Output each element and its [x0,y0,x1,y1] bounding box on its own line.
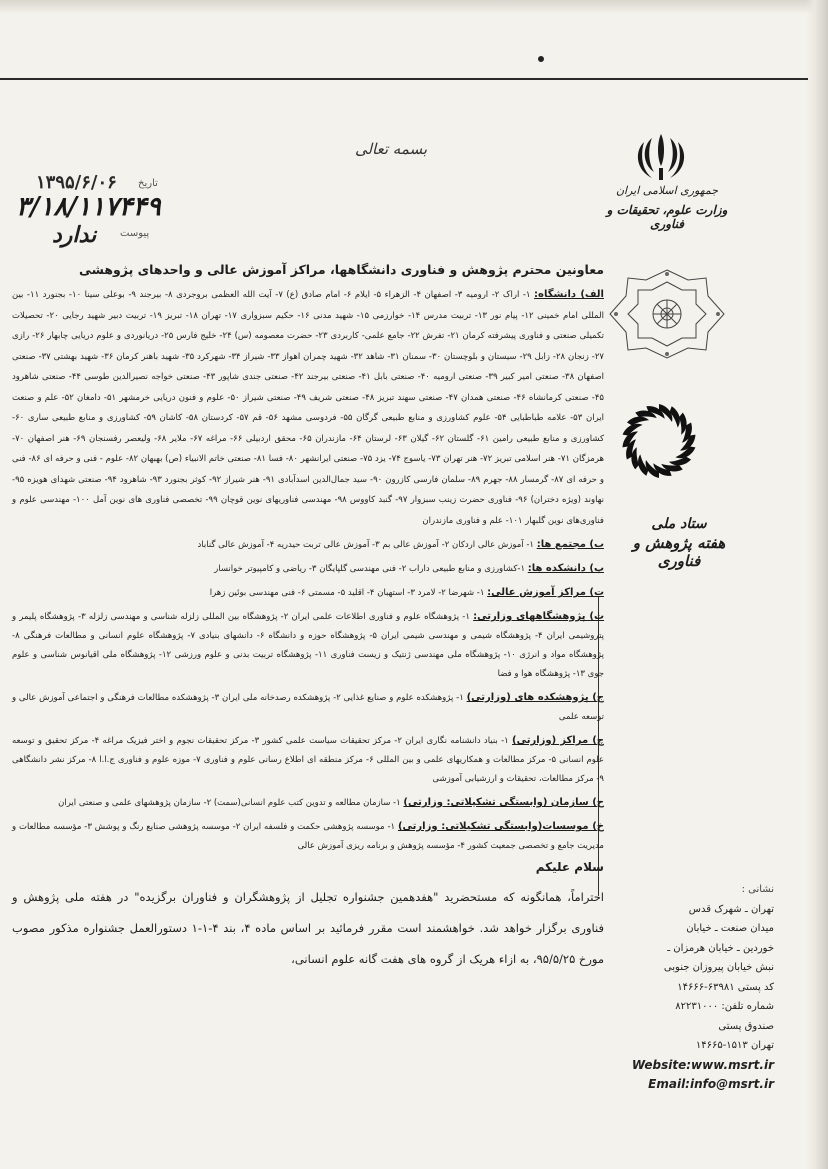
address-line: خوردین ـ خیابان هرمزان ـ [667,942,774,954]
group-label: خ) موسسات(وابستگی تشکیلاتی: وزارتی) [397,821,604,832]
scan-right-shadow [806,0,828,1169]
address-line: نبش خیابان پیروزان جنوبی [663,962,774,973]
email-link[interactable]: Email:info@msrt.ir [648,1077,774,1091]
group-organizations [12,793,604,813]
research-week-swirl-logo-icon [618,400,700,482]
letter-number-value: ۳/۱۸/۱۱۷۴۴۹ [16,192,161,222]
attachment-label: پیوست [120,228,150,239]
website-link[interactable]: Website:www.msrt.ir [631,1057,774,1072]
date-value: ۱۳۹۵/۶/۰۶ [36,172,117,193]
group-label: الف) دانشگاه: [534,289,604,300]
address-header: نشانی : [741,884,774,895]
group-research-institutes [12,607,604,684]
po-box-label: صندوق پستی [718,1020,774,1032]
date-number-block [16,166,196,256]
group-text: ۱- پژوهشگاه علوم و فناوری اطلاعات علمی ایران ۲- پژوهشگاه بین المللی زلزله شناسی و مهندسی زلزله ۳- پژوهشگاه پلیمر و پتروشیمی ایران ۴- پژوهشگاه شیمی و مهندسی شیمی ایران ۵- پژوهشگاه حوزه و دانشگاه ۶- دانشهای بنیادی ۷- پژوهشگاه علوم انسانی و مطالعات فرهنگی ۸- پژوهشگاه مواد و انرژی ۱۰- پژوهشگاه ملی مهندسی ژنتیک و زیست فناوری ۱۱- پژوهشگاه تربیت بدنی و علوم ورزشی ۱۲- پژوهشگاه ملی اقیانوس شناسی و علوم جوی ۱۳- پژوهشگاه هوا و فضا [12,612,604,679]
group-label: ب) مجتمع ها: [536,539,604,550]
group-label: ت) مراکز آموزش عالی: [487,587,604,598]
letterhead-top-rule [0,78,808,80]
address-line: میدان صنعت ـ خیابان [686,923,774,934]
group-institutions [12,817,604,856]
group-text: ۱- بنیاد دانشنامه نگاری ایران ۲- مرکز تحقیقات سیاست علمی کشور ۳- مرکز تحقیقات نجوم و اختر فیزیک مراغه ۴- مرکز تحقیق و توسعه علوم انسانی ۵- مرکز مطالعات و همکاریهای علمی و بین المللی ۶- مرکز منطقه ای اطلاع رسانی علوم و فناوری ۷- موزه علوم و فناوری ج.ا.ا ۸- مرکز نشر دانشگاهی ۹- مرکز مطالعات، تحقیقات و ارزشیابی آموزشی [12,736,604,784]
council-line2: هفته پژوهش و فناوری [632,534,726,570]
address-line: تهران ـ شهرک قدس [688,903,774,915]
bismillah-heading: بسمه تعالی [354,140,428,158]
body-paragraph: احتراماً، همانگونه که مستحضرید "هفدهمین جشنواره تجلیل از پژوهشگران و فناوران برگزیده" در هفته ملی پژوهش و فناوری برگزار خواهد شد. خواهشمند است مقرر فرمائید بر اساس ماده ۴، بند ۴-۱-۱ دستورالعمل جشنواره مذکور مصوب مورخ ۹۵/۵/۲۵، به ازاء هریک از گروه های هفت گانه علوم انسانی، [12,890,604,966]
group-higher-ed-centers [12,583,604,603]
group-label: چ) مراکز (وزارتی) [512,735,604,746]
group-label: ث) پژوهشگاههای وزارتی: [473,611,605,622]
group-text: ۱- اراک ۲- ارومیه ۳- اصفهان ۴- الزهراء ۵- ایلام ۶- امام صادق (ع) ۷- آیت الله العظمی بروجردی ۸- بیرجند ۹- بوعلی سینا ۱۰- بجنورد ۱۱- بین المللی امام خمینی ۱۲- پیام نور ۱۳- تربیت مدرس ۱۴- خوارزمی ۱۵- شهید مدنی ۱۶- حکیم سبزواری ۱۷- تهران ۱۸- تبریز ۱۹- تربیت دبیر شهید رجایی ۲۰- تحصیلات تکمیلی صنعتی و فناوری پیشرفته کرمان ۲۱- تفرش ۲۲- جامع علمی- کاربردی ۲۳- حضرت معصومه (س) ۲۴- خلیج فارس ۲۵- دریانوردی و علوم دریایی چابهار ۲۶- رازی ۲۷- زنجان ۲۸- زابل ۲۹- سیستان و بلوچستان ۳۰- سمنان ۳۱- شاهد ۳۲- شهید چمران اهواز ۳۳- شیراز ۳۴- شهرکرد ۳۵- شهید باهنر کرمان ۳۶- شهید بهشتی ۳۷- صنعتی اصفهان ۳۸- صنعتی امیر کبیر ۳۹- صنعتی ارومیه ۴۰- صنعتی بابل ۴۱- صنعتی بیرجند ۴۲- صنعتی جندی شاپور ۴۳- صنعتی خواجه نصیرالدین طوسی ۴۴- صنعتی شاهرود ۴۵- صنعتی کرمانشاه ۴۶- صنعتی همدان ۴۷- صنعتی سهند تبریز ۴۸- صنعتی شریف ۴۹- صنعتی شیراز ۵۰- علوم و فنون دریایی خرمشهر ۵۱- دامغان ۵۲- علم و صنعت ایران ۵۳- علامه طباطبایی ۵۴- علوم کشاورزی و منابع طبیعی گرگان ۵۵- فردوسی مشهد ۵۶- قم ۵۷- کردستان ۵۸- کاشان ۵۹- کشاورزی و منابع طبیعی ساری ۶۰- کشاورزی و منابع طبیعی رامین ۶۱- گلستان ۶۲- گیلان ۶۳- لرستان ۶۴- مازندران ۶۵- محقق اردبیلی ۶۶- مراغه ۶۷- ملایر ۶۸- ولیعصر رفسنجان ۶۹- هنر اصفهان ۷۰- هرمزگان ۷۱- هنر اسلامی تبریز ۷۲- هنر تهران ۷۳- یاسوج ۷۴- یزد ۷۵- صنعتی ایرانشهر ۸۰- فسا ۸۱- صنعتی خاتم الانبیاء (ص) بهبهان ۸۲- علوم - فنی و حرفه ای ۸۶- فنی و حرفه ای ۸۷- گرمسار ۸۸- جهرم ۸۹- سلمان فارسی کازرون ۹۰- سید جمال‌الدین اسدآبادی ۹۱- هنر شیراز ۹۲- کوثر بجنورد ۹۳- شاهرود ۹۴- صنعتی شهدای هویزه ۹۵- نهاوند (ویژه دختران) ۹۶- فناوری حضرت زینب سبزوار ۹۷- گنبد کاووس ۹۸- مهندسی فناوریهای نوین قوچان ۹۹- تخصصی فناوری های نوین آمل ۱۰۰- مهندسی علوم و فناوری‌های نوین گلبهار ۱۰۱- علم و فناوری مازندران [12,290,605,526]
group-label: ح) سازمان (وابستگی تشکیلاتی: وزارتی) [403,797,604,808]
postal-code: کد پستی ۶۳۹۸۱-۱۴۶۶۶ [677,981,774,993]
attachment-value: ندارد [52,222,97,248]
country-name: جمهوری اسلامی ایران [615,184,719,197]
ministry-name: وزارت علوم، تحقیقات و فناوری [606,203,728,231]
national-council-block [614,516,744,570]
recipient-heading: معاونین محترم پژوهش و فناوری دانشگاهها، مراکز آموزش عالی و واحدهای پژوهشی [78,262,604,277]
group-text: ۱- سازمان مطالعه و تدوین کتب علوم انسانی(سمت) ۲- سازمان پژوهشهای علمی و صنعتی ایران [58,798,404,808]
group-complexes [12,535,604,555]
address-block [606,880,774,1095]
group-universities [12,285,604,531]
greeting: سلام علیکم [535,860,604,874]
letter-body [12,262,604,975]
group-text: ۱- موسسه پژوهشی حکمت و فلسفه ایران ۲- موسسه پژوهشی صنایع رنگ و پوشش ۳- مؤسسه مطالعات و مدیریت جامع و تخصصی جمعیت کشور ۴- مؤسسه پژوهش و برنامه ریزی آموزش عالی [12,822,604,851]
punch-mark [538,56,544,62]
group-label: پ) دانشکده ها: [527,563,604,574]
po-box-value: تهران ۱۵۱۳-۱۴۶۶۵ [695,1040,774,1051]
phone-number: شماره تلفن: ۸۲۲۳۱۰۰۰ [675,1001,774,1012]
group-ministerial-centers [12,731,604,789]
ornamental-medallion-icon [608,268,726,360]
group-label: ج) پژوهشکده های (وزارتی) [466,692,604,703]
group-text: ۱- پژوهشکده علوم و صنایع غذایی ۲- پژوهشکده رصدخانه ملی ایران ۳- پژوهشکده مطالعات فرهنگی و اجتماعی آموزش عالی و توسعه علمی [12,693,604,722]
group-text: ۱-کشاورزی و منابع طبیعی داراب ۲- فنی مهندسی گلپایگان ۳- ریاضی و کامپیوتر خوانسار [214,564,528,574]
group-text: ۱- آموزش عالی اردکان ۲- آموزش عالی بم ۳- آموزش عالی تربت حیدریه ۴- آموزش عالی گناباد [197,540,537,550]
group-text: ۱- شهرضا ۲- لامرد ۳- استهبان ۴- اقلید ۵- مسمتی ۶- فنی مهندسی بوئین زهرا [209,588,488,598]
group-faculties [12,559,604,579]
iran-emblem-icon [630,128,692,184]
date-label: تاریخ [138,178,158,189]
group-research-centers [12,688,604,727]
ministry-name-block [592,184,742,231]
scan-top-shadow [0,0,828,14]
council-line1: ستاد ملی [651,516,707,532]
